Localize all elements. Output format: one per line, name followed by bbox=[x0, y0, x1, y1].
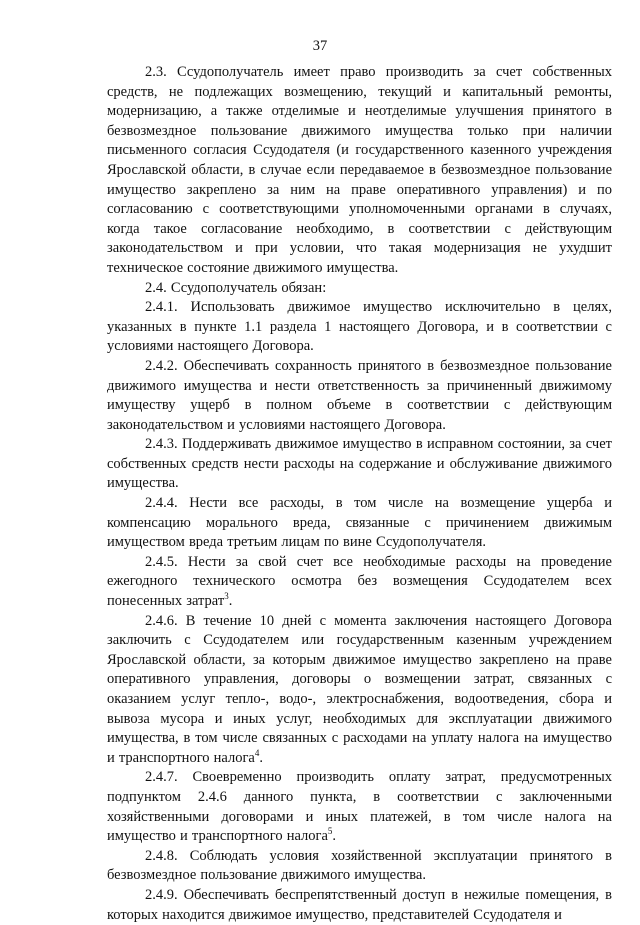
clause-text: 2.4.1. Использовать движимое имущество исключительно в целях, указанных в пункте 1.1 раздела 1 настоящего Договора, и в соответствии с условиями настоящего Договора. bbox=[107, 299, 612, 355]
clause-text: 2.4. Ссудополучатель обязан: bbox=[145, 279, 327, 296]
clause-2-4 bbox=[107, 279, 612, 299]
clause-text: 2.4.2. Обеспечивать сохранность принятого в безвозмездное пользование движимого имущества и нести ответственность за причиненный движимому имуществу ущерб в полном объеме в соответствии с действующим законодательством и условиями настоящего Договора. bbox=[107, 357, 612, 433]
clause-2-4-5: 2.4.5. Нести за свой счет все необходимые расходы на проведение ежегодного технического осмотра без возмещения Ссудодателем всех понесенных затрат$^3$. bbox=[107, 553, 612, 610]
clause-2-4-7: 2.4.7. Своевременно производить оплату затрат, предусмотренных подпунктом 2.4.6 данного пункта, в соответствии с заключенными хозяйственными договорами и иных платежей, в том числе налога на имущество и транспортного налога$^5$. bbox=[107, 769, 612, 845]
page-number: 37 bbox=[312, 38, 328, 54]
footnote-ref[interactable]: 4 bbox=[254, 747, 260, 758]
clause-2-4-8 bbox=[107, 847, 612, 886]
clause-text: 2.4.8. Соблюдать условия хозяйственной эксплуатации принятого в безвозмездное пользование движимого имущества. bbox=[107, 847, 612, 884]
clause-2-4-4 bbox=[107, 494, 612, 553]
clause-text: 2.4.4. Нести все расходы, в том числе на возмещение ущерба и компенсацию морального вреда, связанные с причинением движимым имуществом вреда третьим лицам по вине Ссудополучателя. bbox=[107, 495, 612, 551]
clause-2-4-3 bbox=[107, 435, 612, 494]
clause-2-4-2 bbox=[107, 357, 612, 435]
document-body bbox=[107, 63, 612, 925]
footnote-ref[interactable]: 5 bbox=[327, 826, 333, 837]
clause-2-3 bbox=[107, 63, 612, 279]
clause-text: 2.4.6. В течение 10 дней с момента заключения настоящего Договора заключить с Ссудодателем или государственным казенным учреждением Ярославской области, за которым движимое имущество закреплено на праве оперативного управления, договоры о возмещении затрат, связанных с оказанием услуг тепло-, водо-, электроснабжения, водоотведения, сбора и вывоза мусора и иных услуг, необходимых для эксплуатации движимого имущества, в том числе связанных с расходами на уплату налога на имущество и транспортного налога bbox=[107, 612, 612, 766]
clause-text: 2.4.9. Обеспечивать беспрепятственный доступ в нежилые помещения, в которых находится движимое имущество, представителей Ссудодателя и bbox=[107, 886, 612, 923]
clause-2-4-6: 2.4.6. В течение 10 дней с момента заключения настоящего Договора заключить с Ссудодателем или государственным казенным учреждением Ярославской области, за которым движимое имущество закреплено на праве оперативного управления, договоры о возмещении затрат, связанных с оказанием услуг тепло-, водо-, электроснабжения, водоотведения, сбора и вывоза мусора и иных услуг, необходимых для эксплуатации движимого имущества, в том числе связанных с расходами на уплату налога на имущество и транспортного налога$^4$. bbox=[107, 612, 612, 766]
clause-text: 2.3. Ссудополучатель имеет право производить за счет собственных средств, не подлежащих возмещению, текущий и капитальный ремонты, модернизацию, а также отделимые и неотделимые улучшения принятого в безвозмездное пользование движимого имущества только при наличии письменного согласия Ссудодателя (и государственного казенного учреждения Ярославской области, в случае если передаваемое в безвозмездное пользование имущество закреплено за ним на праве оперативного управления) и по согласованию с соответствующими уполномоченными органами в случаях, когда такое согласование необходимо, в соответствии с действующим законодательством и при условии, что такая модернизация не ухудшит техническое состояние движимого имущества. bbox=[107, 64, 612, 276]
clause-text: 2.4.7. Своевременно производить оплату затрат, предусмотренных подпунктом 2.4.6 данного пункта, в соответствии с заключенными хозяйственными договорами и иных платежей, в том числе налога на имущество и транспортного налога bbox=[107, 769, 612, 845]
clause-2-4-9 bbox=[107, 886, 612, 925]
clause-2-4-1 bbox=[107, 298, 612, 357]
clause-text: 2.4.5. Нести за свой счет все необходимые расходы на проведение ежегодного технического осмотра без возмещения Ссудодателем всех понесенных затрат bbox=[107, 553, 612, 610]
clause-text: 2.4.3. Поддерживать движимое имущество в исправном состоянии, за счет собственных средств нести расходы на содержание и обслуживание движимого имущества. bbox=[107, 436, 612, 492]
footnote-ref[interactable]: 3 bbox=[224, 591, 229, 602]
